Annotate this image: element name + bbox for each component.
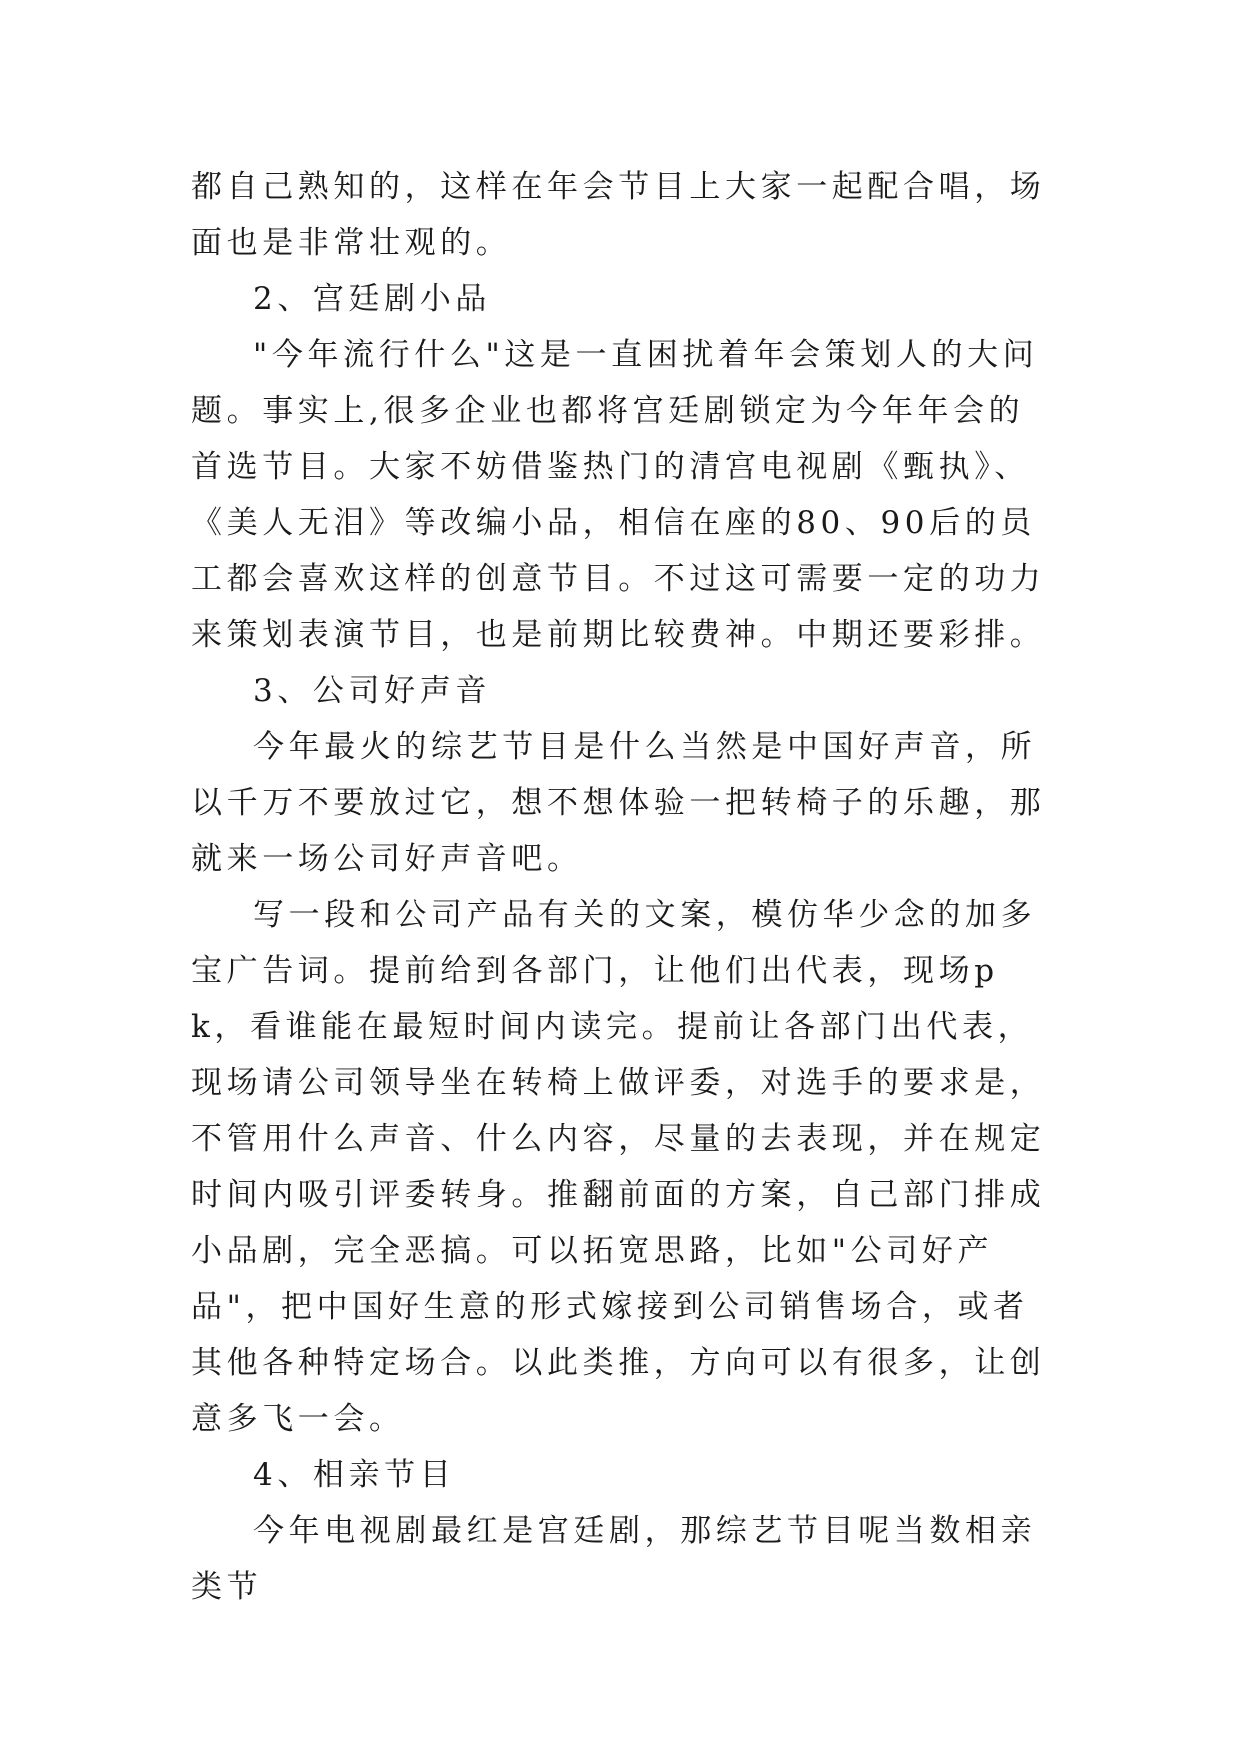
paragraph-company-voice-intro: 今年最火的综艺节目是什么当然是中国好声音，所以千万不要放过它，想不想体验一把转椅子的乐趣，那就来一场公司好声音吧。 xyxy=(191,729,1046,877)
section-heading-palace-drama-skit: 2、宫廷剧小品 xyxy=(253,281,491,317)
section-heading-dating-show: 4、相亲节目 xyxy=(253,1457,456,1493)
paragraph-palace-drama: "今年流行什么"这是一直困扰着年会策划人的大问题。事实上,很多企业也都将宫廷剧锁定为今年年会的首选节目。大家不妨借鉴热门的清宫电视剧《甄执》、《美人无泪》等改编小品，相信在座的80、90后的员工都会喜欢这样的创意节目。不过这可需要一定的功力来策划表演节目，也是前期比较费神。中期还要彩排。 xyxy=(191,337,1046,653)
section-heading-company-voice: 3、公司好声音 xyxy=(253,673,491,709)
paragraph-dating-show: 今年电视剧最红是宫廷剧，那综艺节目呢当数相亲类节 xyxy=(191,1513,1037,1605)
paragraph-continuation: 都自己熟知的，这样在年会节目上大家一起配合唱，场面也是非常壮观的。 xyxy=(191,169,1046,261)
document-body xyxy=(191,159,1051,1615)
paragraph-company-voice-details: 写一段和公司产品有关的文案，模仿华少念的加多宝广告词。提前给到各部门，让他们出代表，现场pk，看谁能在最短时间内读完。提前让各部门出代表，现场请公司领导坐在转椅上做评委，对选手的要求是，不管用什么声音、什么内容，尽量的去表现，并在规定时间内吸引评委转身。推翻前面的方案，自己部门排成小品剧，完全恶搞。可以拓宽思路，比如"公司好产品"，把中国好生意的形式嫁接到公司销售场合，或者其他各种特定场合。以此类推，方向可以有很多，让创意多飞一会。 xyxy=(191,897,1046,1437)
